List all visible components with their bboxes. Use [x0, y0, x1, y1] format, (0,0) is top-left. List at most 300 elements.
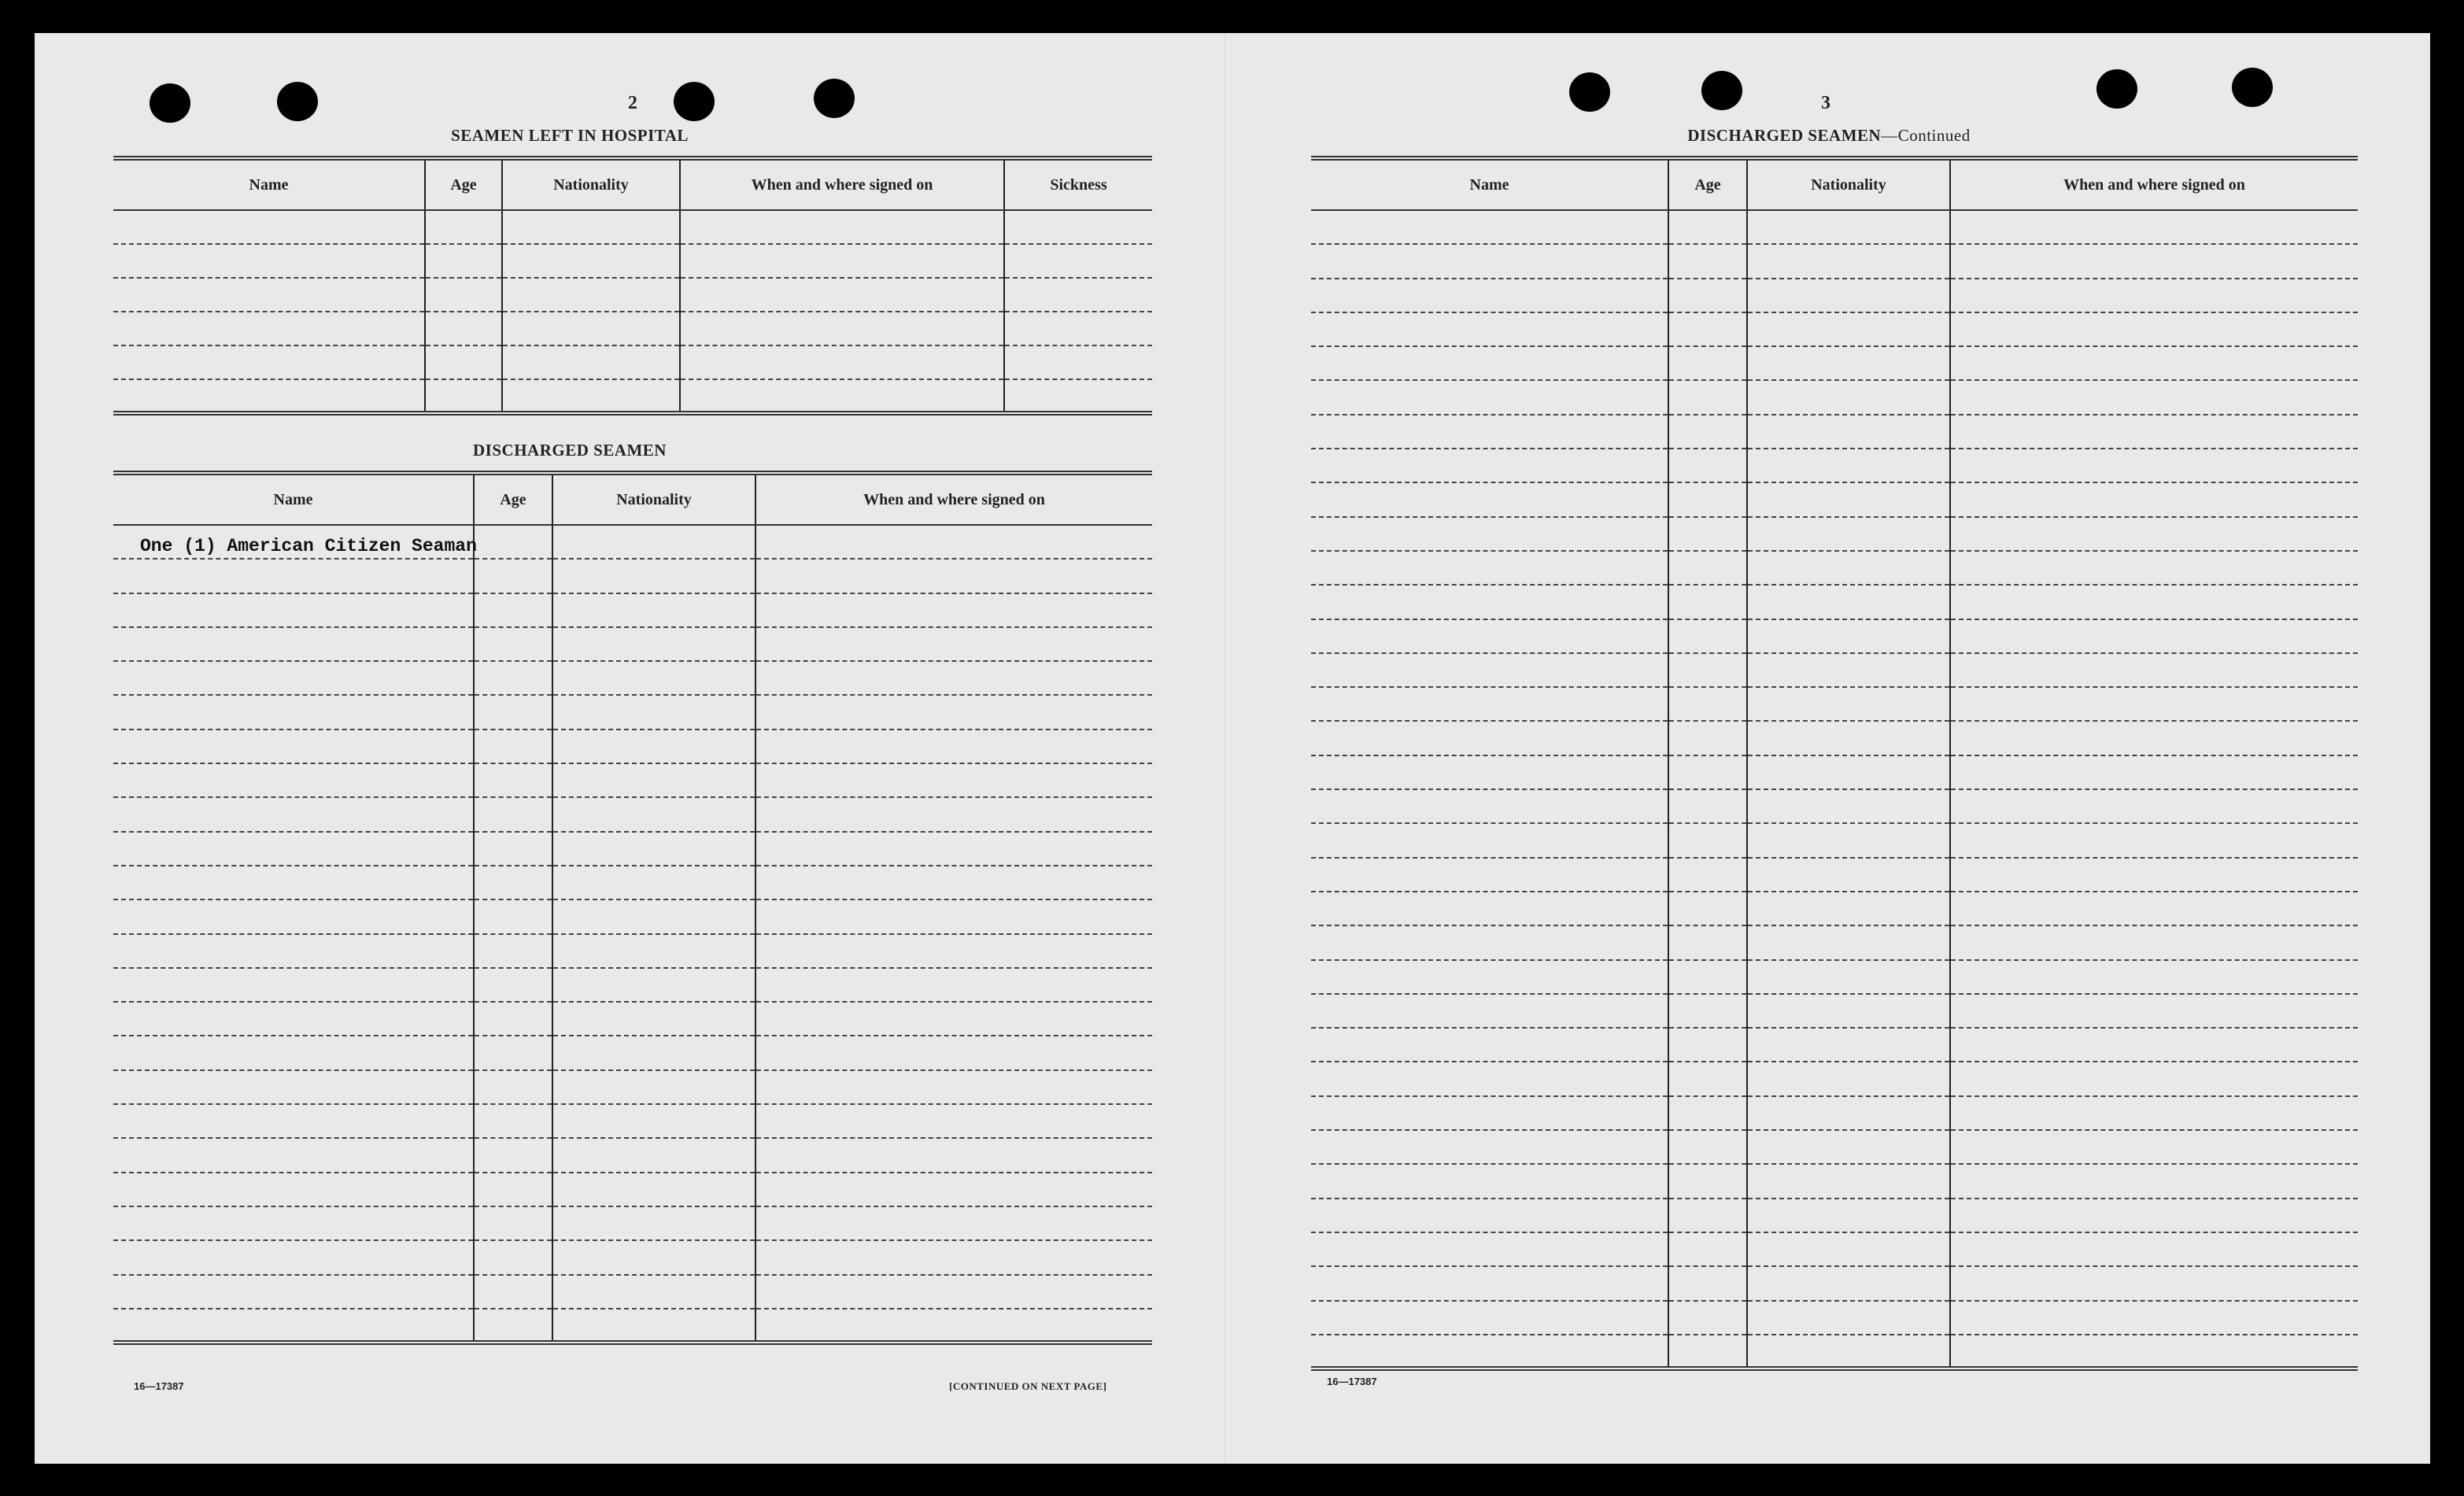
- table-cell: [1311, 892, 1668, 925]
- table-cell: [502, 312, 680, 345]
- table-cell: [1668, 1062, 1747, 1095]
- table-cell: [113, 899, 474, 933]
- table-cell: [474, 627, 552, 661]
- table-cell: [1950, 1266, 2358, 1300]
- table-cell: [1311, 346, 1668, 380]
- table-cell: [755, 832, 1152, 866]
- column-header-age: Age: [425, 158, 502, 210]
- table-cell: [1950, 789, 2358, 823]
- table-cell: [680, 345, 1004, 379]
- table-cell: [1311, 789, 1668, 823]
- table-cell: [474, 934, 552, 968]
- table-cell: [1747, 244, 1950, 278]
- column-header-signed-on: When and where signed on: [1950, 158, 2358, 210]
- table-cell: [1950, 1199, 2358, 1232]
- table-cell: [680, 379, 1004, 413]
- table-cell: [1668, 1199, 1747, 1232]
- table-cell: [755, 525, 1152, 559]
- table-cell: [1004, 345, 1152, 379]
- hospital-section-title: SEAMEN LEFT IN HOSPITAL: [451, 126, 689, 145]
- table-cell: [552, 695, 755, 729]
- table-cell: [1747, 755, 1950, 789]
- table-cell: [755, 866, 1152, 899]
- table-cell: [113, 1036, 474, 1069]
- title-suffix: —Continued: [1881, 126, 1971, 145]
- table-cell: [1950, 1301, 2358, 1335]
- table-cell: [113, 1138, 474, 1172]
- table-cell: [1747, 210, 1950, 244]
- table-cell: [1950, 721, 2358, 755]
- table-cell: [1668, 1130, 1747, 1164]
- table-cell: [1950, 687, 2358, 721]
- table-row: [1311, 1335, 2358, 1369]
- punch-hole: [1701, 71, 1742, 110]
- table-cell: [755, 695, 1152, 729]
- table-cell: [425, 379, 502, 413]
- table-cell: [1950, 1028, 2358, 1062]
- table-cell: [113, 934, 474, 968]
- table-cell: [1950, 755, 2358, 789]
- table-cell: [755, 934, 1152, 968]
- table-cell: [113, 312, 425, 345]
- hospital-table: [113, 156, 1152, 416]
- table-row: [113, 1138, 1152, 1172]
- table-cell: [1747, 279, 1950, 312]
- table-row: [113, 210, 1152, 244]
- table-row: [1311, 210, 2358, 244]
- table-cell: [474, 559, 552, 593]
- table-cell: [1311, 415, 1668, 449]
- table-row: [113, 1173, 1152, 1206]
- table-cell: [1668, 892, 1747, 925]
- table-cell: [1950, 960, 2358, 994]
- table-cell: [552, 1104, 755, 1138]
- table-cell: [1950, 279, 2358, 312]
- table-cell: [1311, 1199, 1668, 1232]
- table-row: [113, 1309, 1152, 1343]
- table-cell: [755, 1275, 1152, 1309]
- table-cell: [552, 866, 755, 899]
- column-header-name: Name: [113, 158, 425, 210]
- table-row: [1311, 517, 2358, 551]
- table-cell: [755, 1036, 1152, 1069]
- table-cell: [1747, 517, 1950, 551]
- table-cell: [474, 1173, 552, 1206]
- table-cell: [474, 730, 552, 763]
- table-cell: [1747, 925, 1950, 959]
- table-cell: [1950, 482, 2358, 516]
- table-cell: [1311, 925, 1668, 959]
- table-cell: [113, 695, 474, 729]
- table-row: [1311, 449, 2358, 482]
- table-cell: [113, 866, 474, 899]
- table-cell: [1950, 415, 2358, 449]
- table-row: [113, 797, 1152, 831]
- table-cell: [552, 968, 755, 1002]
- table-row: [1311, 312, 2358, 346]
- table-cell: [1747, 619, 1950, 653]
- table-cell: [1668, 585, 1747, 619]
- table-row: [1311, 1301, 2358, 1335]
- table-cell: [474, 797, 552, 831]
- form-number: 16—17387: [1327, 1376, 1377, 1387]
- table-cell: [113, 1206, 474, 1240]
- table-row: [1311, 1028, 2358, 1062]
- table-cell: [1950, 1164, 2358, 1198]
- table-cell: [1668, 1096, 1747, 1130]
- table-cell: [1668, 517, 1747, 551]
- table-cell: [1004, 379, 1152, 413]
- table-cell: [1004, 210, 1152, 244]
- table-row: [1311, 1199, 2358, 1232]
- table-cell: [1668, 755, 1747, 789]
- table-cell: [474, 832, 552, 866]
- table-cell: [755, 968, 1152, 1002]
- table-cell: [502, 210, 680, 244]
- table-cell: [1668, 482, 1747, 516]
- table-cell: [474, 661, 552, 695]
- table-cell: [680, 278, 1004, 312]
- table-cell: [113, 1173, 474, 1206]
- table-cell: [1747, 823, 1950, 857]
- discharged-continued-header: [1311, 158, 2358, 210]
- form-number: 16—17387: [134, 1380, 184, 1392]
- table-cell: [113, 559, 474, 593]
- table-cell: [755, 1240, 1152, 1274]
- table-cell: [1950, 892, 2358, 925]
- table-cell: [1004, 278, 1152, 312]
- table-cell: [755, 593, 1152, 627]
- table-cell: [1747, 1164, 1950, 1198]
- table-cell: [1311, 1301, 1668, 1335]
- table-row: [1311, 1096, 2358, 1130]
- table-cell: [113, 763, 474, 797]
- table-cell: [552, 1036, 755, 1069]
- table-cell: [755, 1309, 1152, 1343]
- table-row: [113, 559, 1152, 593]
- table-cell: [1311, 653, 1668, 687]
- table-cell: [1950, 1130, 2358, 1164]
- table-row: [1311, 1232, 2358, 1266]
- table-cell: [552, 1173, 755, 1206]
- table-row: [113, 1036, 1152, 1069]
- table-cell: [1668, 994, 1747, 1028]
- table-cell: [1747, 1199, 1950, 1232]
- punch-hole: [814, 79, 855, 118]
- table-cell: [680, 312, 1004, 345]
- table-row: [1311, 585, 2358, 619]
- column-header-signed-on: When and where signed on: [755, 473, 1152, 525]
- table-cell: [113, 1002, 474, 1036]
- table-cell: [1668, 1266, 1747, 1300]
- table-cell: [1747, 449, 1950, 482]
- table-cell: [113, 1309, 474, 1343]
- table-row: [1311, 755, 2358, 789]
- table-cell: [474, 1138, 552, 1172]
- table-cell: [502, 278, 680, 312]
- table-cell: [474, 1036, 552, 1069]
- table-cell: [113, 661, 474, 695]
- table-cell: [1950, 585, 2358, 619]
- table-row: [1311, 823, 2358, 857]
- table-cell: [1668, 244, 1747, 278]
- table-cell: [1668, 279, 1747, 312]
- table-cell: [1311, 823, 1668, 857]
- table-row: [113, 525, 1152, 559]
- table-cell: [1747, 380, 1950, 414]
- table-row: [113, 832, 1152, 866]
- table-cell: [755, 1206, 1152, 1240]
- table-cell: [1311, 449, 1668, 482]
- table-cell: [474, 1309, 552, 1343]
- table-row: [1311, 960, 2358, 994]
- table-row: [1311, 1130, 2358, 1164]
- table-cell: [113, 278, 425, 312]
- discharged-table-header: [113, 473, 1152, 525]
- table-row: [1311, 653, 2358, 687]
- table-cell: [1311, 960, 1668, 994]
- punch-hole: [277, 82, 318, 121]
- table-cell: [552, 832, 755, 866]
- table-cell: [113, 379, 425, 413]
- table-cell: [1747, 653, 1950, 687]
- table-row: [1311, 244, 2358, 278]
- table-cell: [1668, 687, 1747, 721]
- table-cell: [113, 244, 425, 278]
- table-cell: [1950, 823, 2358, 857]
- table-cell: [755, 730, 1152, 763]
- table-cell: [1311, 279, 1668, 312]
- column-header-nationality: Nationality: [502, 158, 680, 210]
- table-row: [1311, 346, 2358, 380]
- table-cell: [1311, 1096, 1668, 1130]
- table-cell: [1311, 244, 1668, 278]
- table-cell: [1668, 312, 1747, 346]
- table-cell: [474, 866, 552, 899]
- punch-hole: [2232, 68, 2273, 107]
- table-cell: [1668, 210, 1747, 244]
- table-cell: [425, 312, 502, 345]
- table-row: [1311, 925, 2358, 959]
- table-cell: [680, 244, 1004, 278]
- table-cell: [1668, 858, 1747, 892]
- table-cell: [1950, 346, 2358, 380]
- table-cell: [1311, 858, 1668, 892]
- left-page: [35, 33, 1229, 1464]
- table-cell: [113, 627, 474, 661]
- table-row: [113, 1002, 1152, 1036]
- table-cell: [1668, 380, 1747, 414]
- table-cell: [425, 278, 502, 312]
- table-cell: [1668, 1335, 1747, 1369]
- table-cell: [1950, 619, 2358, 653]
- table-cell: [1747, 687, 1950, 721]
- table-row: [1311, 1266, 2358, 1300]
- table-row: [113, 899, 1152, 933]
- table-cell: [1950, 1232, 2358, 1266]
- table-cell: [552, 525, 755, 559]
- table-cell: [1950, 994, 2358, 1028]
- table-cell: [1311, 482, 1668, 516]
- table-cell: [474, 1275, 552, 1309]
- table-cell: [113, 730, 474, 763]
- table-cell: [552, 661, 755, 695]
- table-cell: [1311, 551, 1668, 585]
- table-cell: [755, 1138, 1152, 1172]
- right-page: [1228, 33, 2430, 1464]
- table-cell: [1747, 346, 1950, 380]
- table-cell: [1004, 312, 1152, 345]
- table-cell: [1950, 858, 2358, 892]
- table-cell: [425, 244, 502, 278]
- table-cell: [474, 593, 552, 627]
- table-cell: [552, 1138, 755, 1172]
- table-cell: [552, 934, 755, 968]
- table-row: [1311, 994, 2358, 1028]
- column-header-name: Name: [113, 473, 474, 525]
- table-row: [113, 968, 1152, 1002]
- table-cell: [113, 593, 474, 627]
- title-main: DISCHARGED SEAMEN: [1687, 126, 1882, 145]
- table-cell: [474, 899, 552, 933]
- table-row: [1311, 1062, 2358, 1095]
- table-cell: [1950, 380, 2358, 414]
- table-cell: [1950, 653, 2358, 687]
- table-cell: [502, 244, 680, 278]
- table-cell: [1747, 1232, 1950, 1266]
- table-cell: [1311, 1335, 1668, 1369]
- column-header-name: Name: [1311, 158, 1668, 210]
- table-cell: [1668, 721, 1747, 755]
- table-cell: [552, 627, 755, 661]
- discharged-table: [113, 471, 1152, 1345]
- table-cell: [1747, 1130, 1950, 1164]
- column-header-age: Age: [1668, 158, 1747, 210]
- discharged-continued-table: [1311, 156, 2358, 1371]
- table-cell: [1311, 1028, 1668, 1062]
- table-cell: [1311, 687, 1668, 721]
- table-row: [113, 934, 1152, 968]
- discharged-table-body: [113, 525, 1152, 1343]
- column-header-nationality: Nationality: [1747, 158, 1950, 210]
- table-cell: [552, 1002, 755, 1036]
- table-cell: [474, 1002, 552, 1036]
- discharged-section-title: DISCHARGED SEAMEN: [473, 441, 667, 460]
- table-cell: [113, 1275, 474, 1309]
- table-cell: [1747, 960, 1950, 994]
- column-header-nationality: Nationality: [552, 473, 755, 525]
- table-cell: [755, 1173, 1152, 1206]
- table-cell: [1747, 1062, 1950, 1095]
- table-cell: [1950, 210, 2358, 244]
- typed-entry: One (1) American Citizen Seaman: [140, 536, 477, 557]
- table-cell: [1311, 517, 1668, 551]
- table-cell: [1747, 892, 1950, 925]
- table-cell: [1747, 1096, 1950, 1130]
- table-row: [113, 1275, 1152, 1309]
- table-cell: [1668, 619, 1747, 653]
- table-cell: [1950, 244, 2358, 278]
- table-cell: [1950, 1335, 2358, 1369]
- punch-hole: [1569, 72, 1610, 112]
- table-cell: [755, 1070, 1152, 1104]
- table-cell: [1950, 925, 2358, 959]
- column-header-age: Age: [474, 473, 552, 525]
- table-cell: [1311, 994, 1668, 1028]
- table-cell: [1747, 1301, 1950, 1335]
- table-cell: [552, 1206, 755, 1240]
- table-cell: [113, 345, 425, 379]
- table-row: [113, 763, 1152, 797]
- table-cell: [755, 763, 1152, 797]
- table-cell: [113, 1104, 474, 1138]
- hospital-table-body: [113, 210, 1152, 413]
- table-cell: [1668, 960, 1747, 994]
- table-row: [1311, 892, 2358, 925]
- table-cell: [1950, 449, 2358, 482]
- table-cell: [113, 1070, 474, 1104]
- table-cell: [1311, 619, 1668, 653]
- table-row: [113, 593, 1152, 627]
- table-cell: [474, 968, 552, 1002]
- table-cell: [755, 559, 1152, 593]
- table-cell: [474, 1206, 552, 1240]
- table-row: [1311, 279, 2358, 312]
- table-row: [113, 1104, 1152, 1138]
- table-row: [1311, 721, 2358, 755]
- discharged-continued-body: [1311, 210, 2358, 1369]
- table-cell: [1668, 415, 1747, 449]
- table-cell: [425, 345, 502, 379]
- table-cell: [1950, 551, 2358, 585]
- table-row: [113, 379, 1152, 413]
- table-cell: [113, 968, 474, 1002]
- table-cell: [1747, 415, 1950, 449]
- table-cell: [552, 1240, 755, 1274]
- table-cell: [1311, 721, 1668, 755]
- table-cell: [474, 763, 552, 797]
- table-cell: [1668, 925, 1747, 959]
- table-cell: [1311, 755, 1668, 789]
- table-cell: [502, 345, 680, 379]
- table-row: [113, 695, 1152, 729]
- table-cell: [1747, 312, 1950, 346]
- table-cell: [1668, 551, 1747, 585]
- table-cell: [1311, 585, 1668, 619]
- table-cell: [113, 797, 474, 831]
- table-cell: [1747, 858, 1950, 892]
- table-cell: [1668, 1028, 1747, 1062]
- table-row: [1311, 858, 2358, 892]
- table-cell: [113, 525, 477, 559]
- table-cell: [755, 1002, 1152, 1036]
- table-row: [113, 312, 1152, 345]
- table-cell: [1747, 551, 1950, 585]
- table-cell: [1668, 823, 1747, 857]
- discharged-continued-title: [1577, 126, 2081, 146]
- table-cell: [1747, 482, 1950, 516]
- table-cell: [474, 1104, 552, 1138]
- page-number: 3: [1821, 93, 1830, 113]
- table-cell: [552, 1275, 755, 1309]
- table-cell: [474, 525, 552, 559]
- table-cell: [755, 899, 1152, 933]
- table-row: [1311, 415, 2358, 449]
- table-cell: [1311, 210, 1668, 244]
- table-cell: [1668, 346, 1747, 380]
- table-cell: [755, 1104, 1152, 1138]
- table-cell: [1747, 1335, 1950, 1369]
